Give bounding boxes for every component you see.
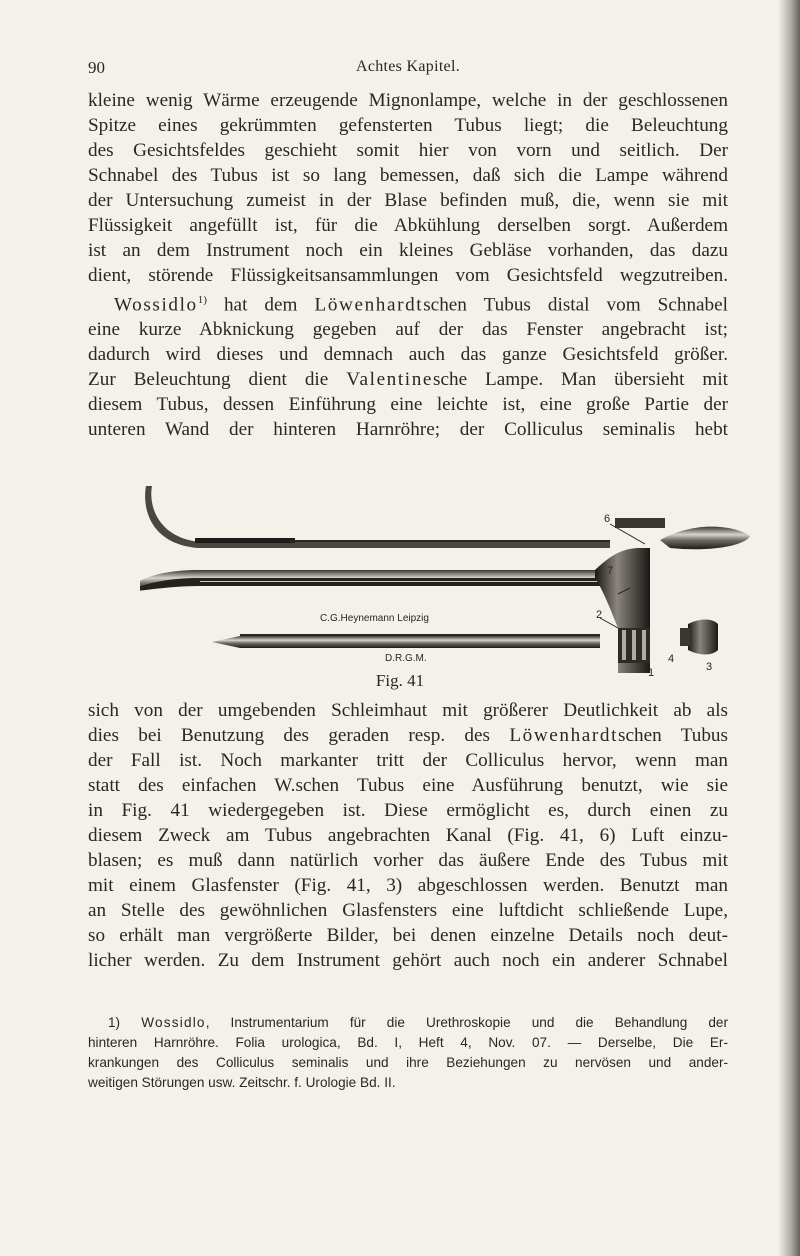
footnote-line: weitigen Störungen usw. Zeitschr. f. Urologie Bd. II. xyxy=(88,1075,396,1090)
figure-41-cystoscope xyxy=(140,478,760,678)
text-fragment: hat dem xyxy=(206,294,315,316)
figure-label: 4 xyxy=(668,653,675,665)
footnote-line: krankungen des Colliculus seminalis und ihre Beziehungen zu nervösen und ander- xyxy=(88,1055,728,1070)
eyepiece-lower xyxy=(688,620,718,655)
text-line: dient, störende Flüssigkeitsansammlungen vom Gesichtsfeld wegzutreiben. xyxy=(88,265,728,286)
figure-caption: Fig. 41 xyxy=(375,671,425,690)
author-name: Löwenhardt xyxy=(314,294,424,316)
lower-shaft xyxy=(212,636,600,648)
figure-label: 3 xyxy=(706,661,713,673)
text-line: der Untersuchung zumeist in der Blase befinden muß, die, wenn sie mit xyxy=(88,190,728,211)
figure-label: 6 xyxy=(604,513,611,525)
paragraph-2 xyxy=(88,698,728,973)
text-line: unteren Wand der hinteren Harnröhre; der Colliculus seminalis hebt xyxy=(88,419,728,441)
text-line: in Fig. 41 wiedergegeben ist. Diese ermöglicht es, durch einen zu xyxy=(88,800,728,821)
text-line: dadurch wird dieses und demnach auch das ganze Gesichtsfeld größer. xyxy=(88,344,728,366)
figure-label: 7 xyxy=(607,565,614,577)
text-line: sich von der umgebenden Schleimhaut mit größerer Deutlichkeit ab als xyxy=(88,700,728,721)
footnote-line xyxy=(88,1013,728,1033)
text-line xyxy=(88,367,728,392)
text-line: licher werden. Zu dem Instrument gehört auch noch ein anderer Schnabel xyxy=(88,950,728,971)
text-line: diesem Tubus, dessen Einführung eine leichte ist, eine große Partie der xyxy=(88,394,728,416)
page-edge-shadow xyxy=(778,0,800,1256)
footnote-text: , Instrumentarium für die Urethroskopie und die Behandlung der xyxy=(205,1015,728,1030)
text-line: kleine wenig Wärme erzeugende Mignonlampe, welche in der geschlossenen xyxy=(88,90,728,111)
text-line: des Gesichtsfeldes geschieht somit hier von vorn und seitlich. Der xyxy=(88,140,728,161)
page-header xyxy=(88,58,728,82)
text-line: Schnabel des Tubus ist so lang bemessen, daß sich die Lampe während xyxy=(88,165,728,186)
running-head: Achtes Kapitel. xyxy=(355,58,461,75)
upper-window-slot xyxy=(195,538,295,543)
footnote-number: 1) xyxy=(108,1015,121,1030)
author-name: Valentine xyxy=(346,369,434,391)
text-fragment: Zur Beleuchtung dient die xyxy=(88,369,347,391)
text-fragment: schen Tubus xyxy=(618,725,728,746)
maker-label: C.G.Heynemann Leipzig xyxy=(320,613,429,624)
patent-label: D.R.G.M. xyxy=(385,653,427,664)
text-line xyxy=(88,723,728,748)
page-number: 90 xyxy=(88,58,105,77)
footnote-author: Wossidlo xyxy=(141,1015,206,1030)
text-line: der Fall ist. Noch markanter tritt der Colliculus hervor, wenn man xyxy=(88,750,728,771)
footnotes xyxy=(88,1013,728,1093)
text-line: ist an dem Instrument noch ein kleines Gebläse vorhanden, das dazu xyxy=(88,240,728,261)
footnote-ref: 1) xyxy=(197,294,207,306)
paragraph-1 xyxy=(88,88,728,442)
instrument-drawing xyxy=(140,478,760,678)
author-name: Wossidlo xyxy=(114,294,198,316)
text-fragment: dies bei Benutzung des geraden resp. des xyxy=(88,725,510,746)
figure-label: 2 xyxy=(596,609,603,621)
text-line: eine kurze Abknickung gegeben auf der das Fenster angebracht ist; xyxy=(88,319,728,341)
figure-label: 1 xyxy=(648,667,655,678)
text-line: Flüssigkeit angefüllt ist, für die Abkühlung derselben sorgt. Außerdem xyxy=(88,215,728,236)
text-line: statt des einfachen W.schen Tubus eine Ausführung benutzt, wie sie xyxy=(88,775,728,796)
text-line xyxy=(88,288,728,317)
text-line: mit einem Glasfenster (Fig. 41, 3) abgeschlossen werden. Benutzt man xyxy=(88,875,728,896)
text-fragment: schen Tubus distal vom Schnabel xyxy=(423,294,728,316)
text-line: an Stelle des gewöhnlichen Glasfensters eine luftdicht schließende Lupe, xyxy=(88,900,728,921)
eyepiece-upper xyxy=(660,527,750,550)
text-line: blasen; es muß dann natürlich vorher das äußere Ende des Tubus mit xyxy=(88,850,728,871)
footnote-line: hinteren Harnröhre. Folia urologica, Bd. I, Heft 4, Nov. 07. — Derselbe, Die Er- xyxy=(88,1035,728,1050)
author-name: Löwenhardt xyxy=(509,725,619,746)
text-line: diesem Zweck am Tubus angebrachten Kanal (Fig. 41, 6) Luft einzu- xyxy=(88,825,728,846)
text-line: Spitze eines gekrümmten gefensterten Tubus liegt; die Beleuchtung xyxy=(88,115,728,136)
text-fragment: sche Lampe. Man übersieht mit xyxy=(433,369,728,391)
text-line: so erhält man vergrößerte Bilder, bei denen einzelne Details noch deut- xyxy=(88,925,728,946)
